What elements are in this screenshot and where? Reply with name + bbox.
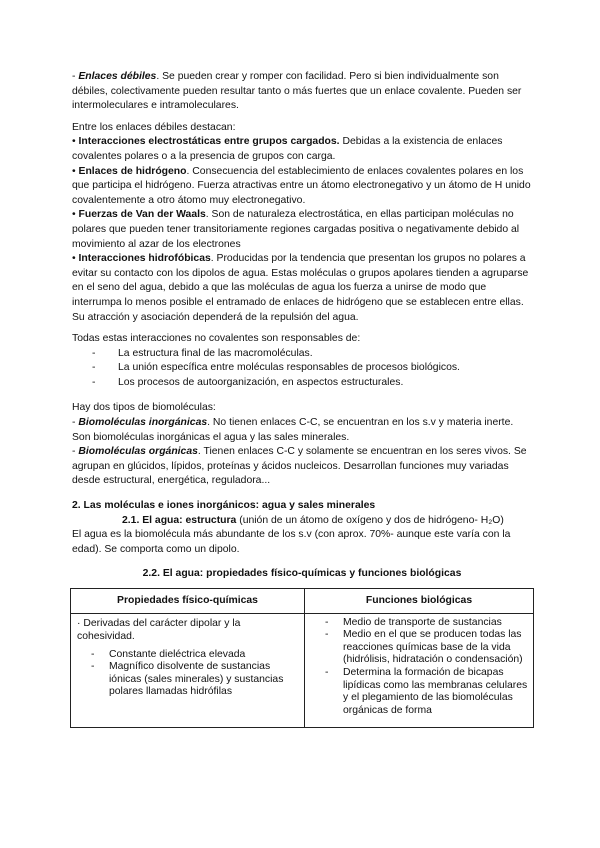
section2-1-bold: 2.1. El agua: estructura <box>122 514 237 526</box>
destacan-intro: Entre los enlaces débiles destacan: <box>72 121 236 133</box>
inorganicas-text: . No tienen enlaces C-C, se encuentran en los s.v y materia inerte. Son biomoléculas inorgánicas el agua y las sales minerales. <box>72 417 514 443</box>
section2-2-heading: 2.2. El agua: propiedades físico-químicas y funciones biológicas <box>142 568 462 580</box>
destacan-item <box>72 252 532 325</box>
destacan-item-text: . Producidas por la tendencia que presentan los grupos no polares a evitar su contacto con los dipolos de agua. Estas moléculas o grupos apolares tienden a agruparse en el seno del agua, debido a que las moléculas de agua los fuerza a unirse de modo que interrumpa lo menos posible el entramado de enlaces de hidrógeno que se establecen entre ellas. Su atracción y asociación dependerá de la repulsión del agua. <box>72 253 529 323</box>
inorganicas-term: Biomoléculas inorgánicas <box>78 417 208 429</box>
destacan-item <box>72 135 532 164</box>
bullet-marker: • <box>72 136 79 148</box>
organicas-text: . Tienen enlaces C-C y solamente se encuentran en los seres vivos. Se agrupan en glúcidos, lípidos, proteínas y ácidos nucleicos. Desarrollan funciones muy variadas desde estructural, energética, reguladora... <box>72 446 527 487</box>
document-page <box>72 70 532 728</box>
section2-title: 2. Las moléculas e iones inorgánicos: agua y sales minerales <box>72 500 376 512</box>
destacan-item-text: . Son de naturaleza electrostática, en ellas participan moléculas no polares que pueden tener transitoriamente regiones cargadas positiva o negativamente debido al movimiento al azar de los electrones <box>72 209 520 250</box>
destacan-item-text: Debidas a la existencia de enlaces covalentes polares o a la presencia de grupos con carga. <box>72 136 503 162</box>
list-item: - Los procesos de autoorganización, en aspectos estructurales. <box>92 376 532 391</box>
list-item: - Determina la formación de bicapas lipídicas como las membranas celulares y el plegamiento de las biomoléculas orgánicas de forma <box>325 667 528 717</box>
destacan-item-term: Fuerzas de Van der Waals <box>78 209 206 221</box>
enlaces-debiles-term: Enlaces débiles <box>78 71 157 82</box>
table-cell-properties <box>71 613 305 727</box>
table-header-cell: Funciones biológicas <box>305 589 534 614</box>
destacan-item-text: . Consecuencia del establecimiento de enlaces covalentes polares en los que participa el hidrógeno. Fuerza atractivas entre un átomo electronegativo y un átomo de H unido covalentemente a otro átomo muy electronegativo. <box>72 165 531 206</box>
responsables-list <box>72 347 532 391</box>
list-item: - Constante dieléctrica elevada <box>91 649 299 662</box>
destacan-item-term: Interacciones electrostáticas entre grupos cargados. <box>78 136 340 148</box>
table-header-cell: Propiedades físico-químicas <box>71 589 305 614</box>
section2-1-text: El agua es la biomolécula más abundante de los s.v (con aprox. 70%- aunque este varía con la edad). Se comporta como un dipolo. <box>72 529 511 555</box>
organicas-paragraph <box>72 445 532 489</box>
table-row <box>71 613 534 727</box>
destacan-item <box>72 208 532 252</box>
list-item: - La unión específica entre moléculas responsables de procesos biológicos. <box>92 361 532 376</box>
destacan-item-term: Enlaces de hidrógeno <box>78 165 187 177</box>
destacan-item <box>72 165 532 209</box>
tipos-intro: Hay dos tipos de biomoléculas: <box>72 402 216 414</box>
organicas-term: Biomoléculas orgánicas <box>78 446 198 458</box>
list-item: - Magnífico disolvente de sustancias iónicas (sales minerales) y sustancias polares llamadas hidrófilas <box>91 661 299 699</box>
dash-marker: - <box>72 417 79 429</box>
properties-intro: · Derivadas del carácter dipolar y la cohesividad. <box>77 617 241 642</box>
list-item: - Medio en el que se producen todas las reacciones químicas base de la vida (hidrólisis, hidratación o condensación) <box>325 629 528 667</box>
dash-marker: - <box>72 446 79 458</box>
table-cell-functions <box>305 613 534 727</box>
properties-table <box>70 588 534 728</box>
dash-marker: - <box>72 71 79 82</box>
section2-1-rest: (unión de un átomo de oxígeno y dos de hidrógeno- H₂O) <box>236 514 504 526</box>
destacan-item-term: Interacciones hidrofóbicas <box>78 253 211 265</box>
functions-list <box>311 617 528 718</box>
bullet-marker: • <box>72 253 79 265</box>
bullet-marker: • <box>72 165 79 177</box>
table-header-row <box>71 589 534 614</box>
properties-list <box>77 649 299 699</box>
responsables-intro: Todas estas interacciones no covalentes son responsables de: <box>72 333 361 345</box>
list-item: - Medio de transporte de sustancias <box>325 617 528 630</box>
enlaces-debiles-text: . Se pueden crear y romper con facilidad. Pero si bien individualmente son débiles, colectivamente pueden resultar tanto o más fuertes que un enlace covalente. Pueden ser intermoleculares e intramoleculares. <box>72 71 522 112</box>
list-item: - La estructura final de las macromoléculas. <box>92 347 532 362</box>
enlaces-debiles-paragraph <box>72 70 532 114</box>
inorganicas-paragraph <box>72 416 532 445</box>
bullet-marker: • <box>72 209 79 221</box>
section2-1-heading <box>122 514 532 529</box>
